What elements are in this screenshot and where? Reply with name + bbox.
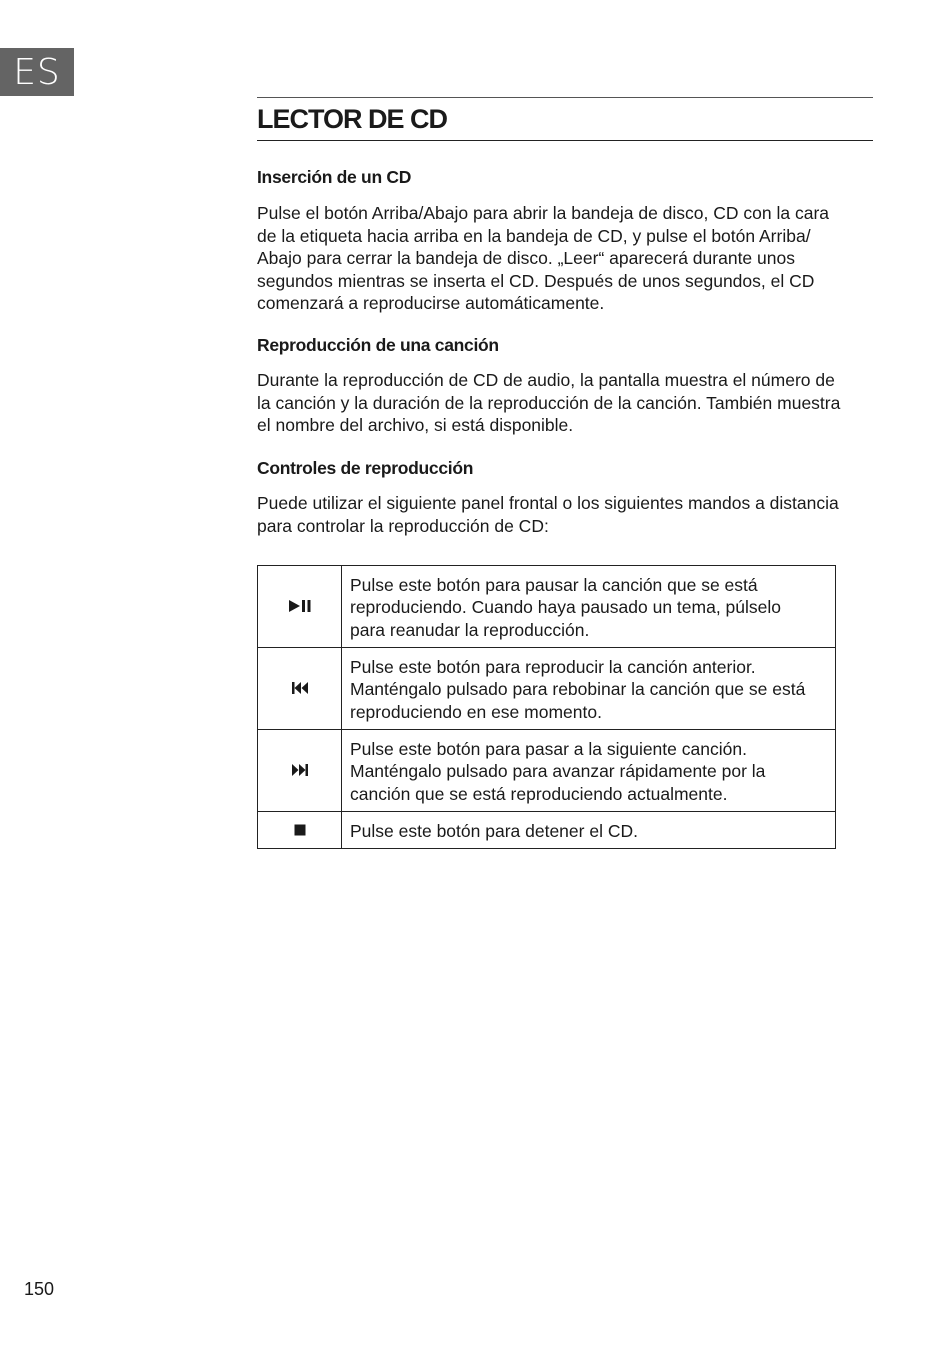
previous-track-icon — [291, 681, 309, 695]
icon-cell — [258, 812, 342, 849]
table-row — [258, 812, 836, 849]
language-tab: ES — [0, 48, 74, 96]
description-cell — [342, 648, 836, 730]
text-line: Abajo para cerrar la bandeja de disco. „Leer“ aparecerá durante unos — [257, 248, 795, 269]
description-cell — [342, 730, 836, 812]
page-title: LECTOR DE CD — [257, 104, 448, 134]
text-line: el nombre del archivo, si está disponible. — [257, 415, 574, 436]
text-line: Manténgalo pulsado para avanzar rápidamente por la — [350, 761, 766, 782]
text-line: reproduciendo. Cuando haya pausado un tema, púlselo — [350, 597, 782, 618]
stop-icon — [294, 824, 306, 836]
text-line: para controlar la reproducción de CD: — [257, 515, 549, 536]
icon-cell — [258, 730, 342, 812]
section-text-playback — [257, 369, 873, 437]
text-line: Puede utilizar el siguiente panel frontal o los siguientes mandos a distancia — [257, 493, 839, 513]
main-content — [257, 97, 873, 536]
section-title-insert-cd: Inserción de un CD — [257, 167, 412, 187]
icon-cell — [258, 648, 342, 730]
section-title-controls: Controles de reproducción — [257, 458, 474, 478]
text-line: para reanudar la reproducción. — [350, 619, 590, 640]
title-block — [257, 97, 873, 141]
next-track-icon — [291, 763, 309, 777]
text-line: Pulse el botón Arriba/Abajo para abrir la bandeja de disco, CD con la cara — [257, 203, 830, 223]
text-line: canción que se está reproduciendo actualmente. — [350, 783, 728, 804]
section-text-insert-cd — [257, 202, 873, 315]
text-line: reproduciendo en ese momento. — [350, 701, 602, 722]
description-cell — [342, 812, 836, 849]
icon-cell — [258, 566, 342, 648]
play-pause-icon — [288, 599, 312, 613]
text-line: Pulse este botón para reproducir la canción anterior. — [350, 656, 756, 677]
text-line: Manténgalo pulsado para rebobinar la canción que se está — [350, 679, 806, 700]
text-line: Pulse este botón para pasar a la siguiente canción. — [350, 738, 747, 759]
table-row — [258, 730, 836, 812]
description-cell — [342, 566, 836, 648]
text-line: comenzará a reproducirse automáticamente. — [257, 293, 605, 314]
table-row — [258, 648, 836, 730]
table-row — [258, 566, 836, 648]
section-title-playback: Reproducción de una canción — [257, 335, 499, 355]
text-line: Pulse este botón para detener el CD. — [350, 820, 638, 841]
controls-table — [257, 565, 836, 849]
page-number: 150 — [24, 1279, 55, 1299]
text-line: Pulse este botón para pausar la canción que se está — [350, 574, 758, 595]
text-line: la canción y la duración de la reproducción de la canción. También muestra — [257, 392, 841, 413]
section-text-controls — [257, 492, 873, 537]
text-line: Durante la reproducción de CD de audio, la pantalla muestra el número de — [257, 370, 835, 390]
text-line: segundos mientras se inserta el CD. Después de unos segundos, el CD — [257, 270, 815, 291]
text-line: de la etiqueta hacia arriba en la bandeja de CD, y pulse el botón Arriba/ — [257, 225, 811, 246]
